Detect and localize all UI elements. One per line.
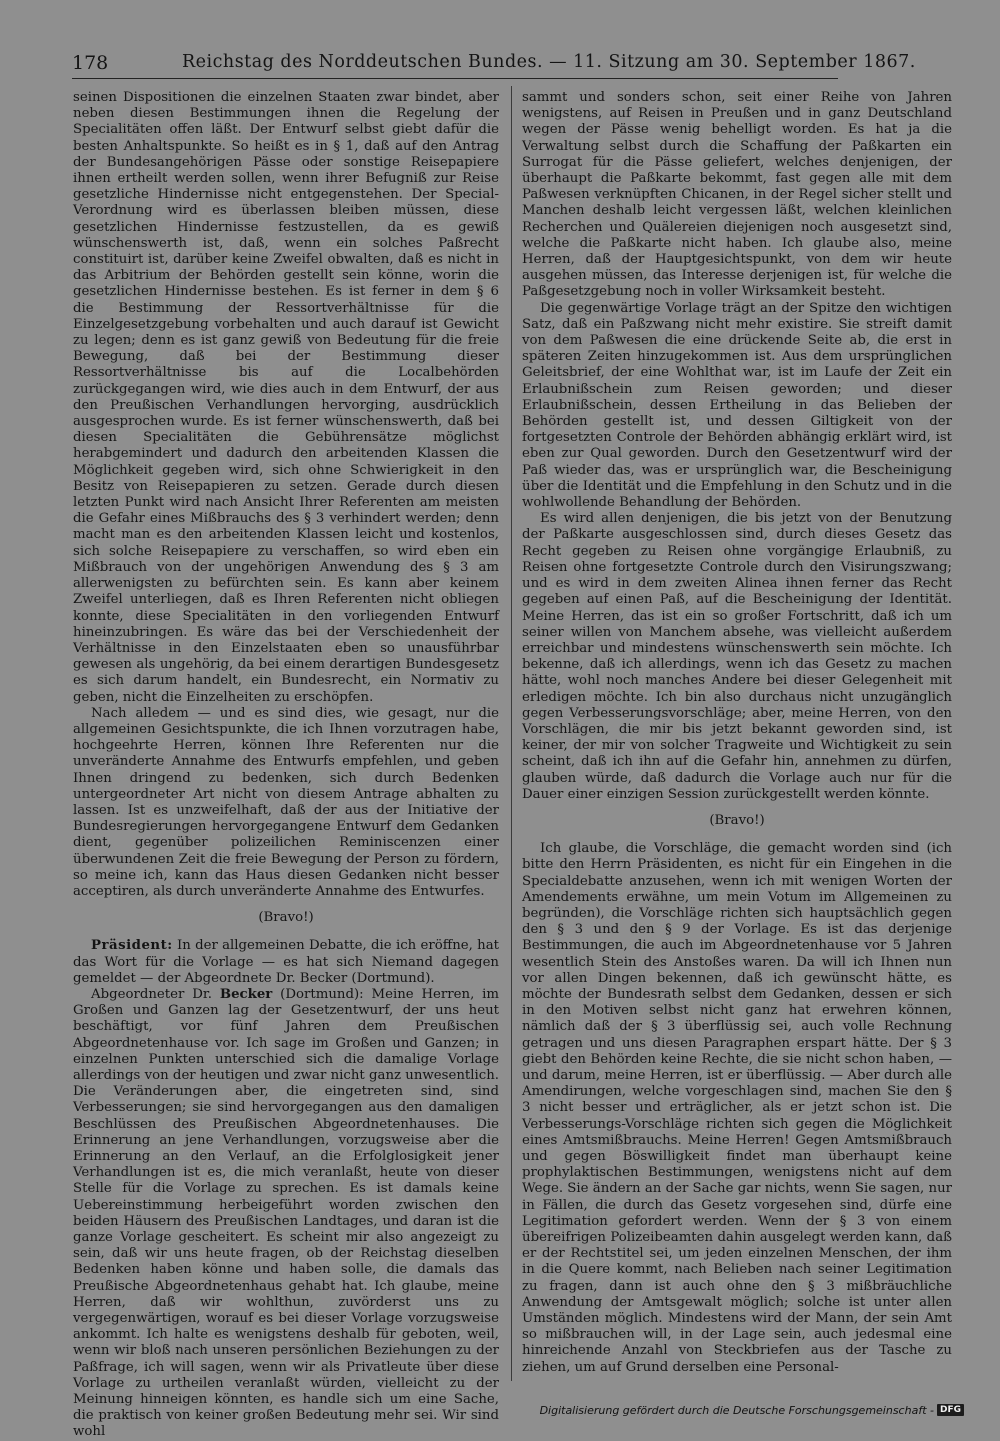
page-number: 178 xyxy=(72,52,109,74)
running-head: Reichstag des Norddeutschen Bundes. — 11. Sitzung am 30. September 1867. xyxy=(182,52,916,72)
column-divider xyxy=(511,86,512,1381)
paragraph: Nach alledem — und es sind dies, wie gesagt, nur die allgemeinen Gesichtspunkte, die ich Ihnen vorzutragen habe, hochgeehrte Herren, können Ihre Referenten nur die unveränderte Annahme des Entwurfs empfehlen, und geben Ihnen dringend zu bedenken, sich durch Bedenken untergeordneter Art nicht von diesem Antrage abhalten zu lassen. Ist es unzweifelhaft, daß der aus der Initiative der Bundesregierungen hervorgegangene Entwurf dem Gedanken dient, gegenüber polizeilichen Reminiscenzen einer überwundenen Zeit die freie Bewegung der Person zu fördern, so meine ich, kann das Haus diesen Gedanken nicht besser acceptiren, als durch unveränderte Annahme des Entwurfes. xyxy=(73,705,499,899)
speaker-intro: Abgeordneter Dr. xyxy=(91,986,212,1002)
right-column xyxy=(522,90,952,1376)
paragraph: sammt und sonders schon, seit einer Reihe von Jahren wenigstens, auf Reisen in Preußen und in ganz Deutschland wegen der Pässe wenig behelligt worden. Es hat ja die Verwaltung selbst durch die Schaffung der Paßkarten ein Surrogat für die Pässe geliefert, welches denjenigen, der überhaupt die Paßkarte bekommt, fast gegen alle mit dem Paßwesen verknüpften Chicanen, in der Regel sicher stellt und Manchen deshalb leicht vergessen läßt, welchen kleinlichen Recherchen und Quälereien diejenigen noch ausgesetzt sind, welche die Paßkarte nicht haben. Ich glaube also, meine Herren, daß der Hauptgesichtspunkt, von dem wir heute ausgehen müssen, das Interesse derjenigen ist, für welche die Paßgesetzgebung noch in voller Wirksamkeit besteht. xyxy=(522,90,952,300)
paragraph: Ich glaube, die Vorschläge, die gemacht worden sind (ich bitte den Herrn Präsidenten, es nicht für ein Eingehen in die Specialdebatte anzusehen, wenn ich mit wenigen Worten der Amendements erwähne, um mein Votum im Allgemeinen zu begründen), die Vorschläge richten sich hauptsächlich gegen den § 3 und den § 9 der Vorlage. Es ist das derjenige Bestimmungen, die auch im Abgeordnetenhause vor 5 Jahren wesentlich Stein des Anstoßes waren. Da will ich Ihnen nun vor allen Dingen bekennen, daß ich gewünscht hätte, es möchte der Bundesrath selbst dem Gedanken, dessen er sich in den Motiven selbst nicht ganz hat erwehren können, nämlich daß der § 3 überflüssig sei, auch volle Rechnung getragen und uns diesen Paragraphen erspart hätte. Der § 3 giebt den Behörden keine Rechte, die sie nicht schon haben, — und darum, meine Herren, ist er überflüssig. — Aber durch alle Amendirungen, welche vorgeschlagen sind, machen Sie den § 3 nicht besser und erträglicher, als er jetzt schon ist. Die Verbesserungs-Vorschläge richten sich gegen die Möglichkeit eines Amtsmißbrauchs. Meine Herren! Gegen Amtsmißbrauch und gegen Böswilligkeit findet man überhaupt keine prophylaktischen Bestimmungen, wenigstens nicht auf dem Wege. Sie ändern an der Sache gar nichts, wenn Sie sagen, nur in Fällen, die durch das Gesetz vorgesehen sind, dürfe eine Legitimation gefordert werden. Wenn der § 3 von einem übereifrigen Polizeibeamten dahin ausgelegt werden kann, daß er der Rechtstitel sei, um jeden einzelnen Menschen, der ihm in die Quere kommt, nach Belieben nach seiner Legitimation zu fragen, dann ist auch ohne den § 3 mißbräuchliche Anwendung der Amtsgewalt möglich; solche ist unter allen Umständen möglich. Mindestens wird der Mann, der sein Amt so mißbrauchen will, in der Lage sein, auch jedesmal eine hinreichende Anzahl von Steckbriefen aus der Tasche zu ziehen, um auf Grund derselben eine Personal- xyxy=(522,841,952,1375)
paragraph: Die gegenwärtige Vorlage trägt an der Spitze den wichtigen Satz, daß ein Paßzwang nicht mehr existire. Sie streift damit von dem Paßwesen die eine drückende Seite ab, die erst in späteren Zeiten hinzugekommen ist. Aus dem ursprünglichen Geleitsbrief, der eine Wohlthat war, ist im Laufe der Zeit ein Erlaubnißschein zum Reisen geworden; und dieser Erlaubnißschein, dessen Ertheilung in das Belieben der Behörden gestellt ist, und dessen Giltigkeit von der fortgesetzten Controle der Behörden abhängig erklärt wird, ist eben zur Qual geworden. Durch den Gesetzentwurf wird der Paß wieder das, was er ursprünglich war, die Bescheinigung über die Identität und die Empfehlung in den Schutz und in die wohlwollende Behandlung der Behörden. xyxy=(522,300,952,511)
speaker-label: Präsident: xyxy=(91,938,173,954)
dfg-logo: DFG xyxy=(937,1404,964,1416)
president-paragraph xyxy=(73,938,499,987)
page-header xyxy=(72,48,916,79)
funding-note: Digitalisierung gefördert durch die Deutsche Forschungsgemeinschaft - xyxy=(539,1403,934,1417)
speech-paragraph xyxy=(73,987,499,1441)
applause-note: (Bravo!) xyxy=(709,812,765,828)
applause-note: (Bravo!) xyxy=(258,910,314,926)
funding-footer xyxy=(540,1402,964,1418)
paragraph: seinen Dispositionen die einzelnen Staaten zwar bindet, aber neben diesen Bestimmungen ihnen die Regelung der Specialitäten offen läßt. Der Entwurf selbst giebt dafür die besten Anhaltspunkte. So heißt es in § 1, daß auf den Antrag der Bundesangehörigen Pässe oder sonstige Reisepapiere ihnen ertheilt werden sollen, wenn ihrer Befugniß zur Reise gesetzliche Hindernisse nicht entgegenstehen. Der Special-Verordnung wird es überlassen bleiben müssen, diese gesetzlichen Hindernisse festzustellen, da es gewiß wünschenswerth ist, daß, wenn ein solches Paßrecht constituirt ist, darüber keine Zweifel obwalten, daß es nicht in das Arbitrium der Behörden gestellt sein könne, worin die gesetzlichen Hindernisse bestehen. Es ist ferner in dem § 6 die Bestimmung der Ressortverhältnisse für die Einzelgesetzgebung vorbehalten und auch darauf ist Gewicht zu legen; denn es ist ganz gewiß von Bedeutung für die freie Bewegung, daß bei der Bestimmung dieser Ressortverhältnisse bis auf die Localbehörden zurückgegangen wird, wie dies auch in dem Entwurf, der aus den Preußischen Verhandlungen hervorging, ausdrücklich ausgesprochen wurde. Es ist ferner wünschenswerth, daß bei diesen Specialitäten die Gebührensätze möglichst herabgemindert und dadurch den arbeitenden Klassen die Möglichkeit gegeben wird, sich ohne Schwierigkeit in den Besitz von Reisepapieren zu setzen. Gerade durch diesen letzten Punkt wird nach Ansicht Ihrer Referenten am meisten die Gefahr eines Mißbrauchs des § 3 verhindert werden; denn macht man es den arbeitenden Klassen leicht und kostenlos, sich solche Reisepapiere zu verschaffen, so wird eben ein Mißbrauch von der ungehörigen Anwendung des § 3 am allerwenigsten zu befürchten sein. Es kann aber keinem Zweifel unterliegen, daß es Ihren Referenten nicht obliegen konnte, diese Specialitäten in den vorliegenden Entwurf hineinzubringen. Es wäre das bei der Verschiedenheit der Verhältnisse in den Einzelstaaten eben so unausführbar gewesen als ungehörig, da bei einem derartigen Bundesgesetz es sich darum handelt, ein Bundesrecht, ein Normativ zu geben, nicht die Einzelheiten zu erschöpfen. xyxy=(73,90,499,705)
paragraph: Es wird allen denjenigen, die bis jetzt von der Benutzung der Paßkarte ausgeschlossen sind, durch dieses Gesetz das Recht gegeben zu Reisen ohne vorgängige Erlaubniß, zu Reisen ohne fortgesetzte Controle durch den Visirungszwang; und es wird in dem zweiten Alinea ihnen ferner das Recht gegeben auf einen Paß, auf die Bescheinigung der Identität. Meine Herren, das ist ein so großer Fortschritt, daß ich um seiner willen von Manchem absehe, was vielleicht außerdem erreichbar und mindestens wünschenswerth sein möchte. Ich bekenne, daß ich allerdings, wenn ich das Gesetz zu machen hätte, wohl noch manches Andere bei dieser Gelegenheit mit erledigen möchte. Ich bin also durchaus nicht unzugänglich gegen Verbesserungsvorschläge; aber, meine Herren, von den Vorschlägen, die mir bis jetzt bekannt geworden sind, ist keiner, der mir von solcher Tragweite und Wichtigkeit zu sein scheint, daß ich ihn auf die Gefahr hin, annehmen zu dürfen, glauben würde, daß dadurch die Vorlage auch nur für die Dauer einer einzigen Session zurückgestellt werden könnte. xyxy=(522,511,952,802)
left-column xyxy=(73,90,499,1441)
speaker-name: Becker xyxy=(219,986,273,1002)
paragraph-text: (Dortmund): Meine Herren, im Großen und Ganzen lag der Gesetzentwurf, der uns heut beschäftigt, vor fünf Jahren dem Preußischen Abgeordnetenhause vor. Ich sage im Großen und Ganzen; in einzelnen Punkten unterschied sich die damalige Vorlage allerdings von der heutigen und zwar nicht ganz unwesentlich. Die Veränderungen aber, die eingetreten sind, sind Verbesserungen; sie sind hervorgegangen aus den damaligen Beschlüssen des Preußischen Abgeordnetenhauses. Die Erinnerung an jene Verhandlungen, vorzugsweise aber die Erinnerung an den Verlauf, an die Erfolglosigkeit jener Verhandlungen ist es, die mich veranlaßt, heute von dieser Stelle für die Vorlage zu sprechen. Es ist damals keine Uebereinstimmung herbeigeführt worden zwischen den beiden Häusern des Preußischen Landtages, und daran ist die ganze Vorlage gescheitert. Es scheint mir also angezeigt zu sein, daß wir uns heute fragen, ob der Reichstag dieselben Bedenken haben könne und haben solle, die damals das Preußische Abgeordnetenhaus gehabt hat. Ich glaube, meine Herren, daß wir wohlthun, zuvörderst uns zu vergegenwärtigen, worauf es bei dieser Vorlage vorzugsweise ankommt. Ich halte es wenigstens deshalb für geboten, weil, wenn wir bloß nach unseren persönlichen Beziehungen zu der Paßfrage, ich will sagen, wenn wir als Privatleute über diese Vorlage zu urtheilen veranlaßt würden, vielleicht zu der Meinung hinneigen könnten, es handle sich um eine Sache, die praktisch von keiner großen Bedeutung mehr sei. Wir sind wohl xyxy=(73,986,499,1440)
paragraph-text: In der allgemeinen Debatte, die ich eröffne, hat das Wort für die Vorlage — es hat sich Niemand dagegen gemeldet — der Abgeordnete Dr. Becker (Dortmund). xyxy=(73,938,499,986)
